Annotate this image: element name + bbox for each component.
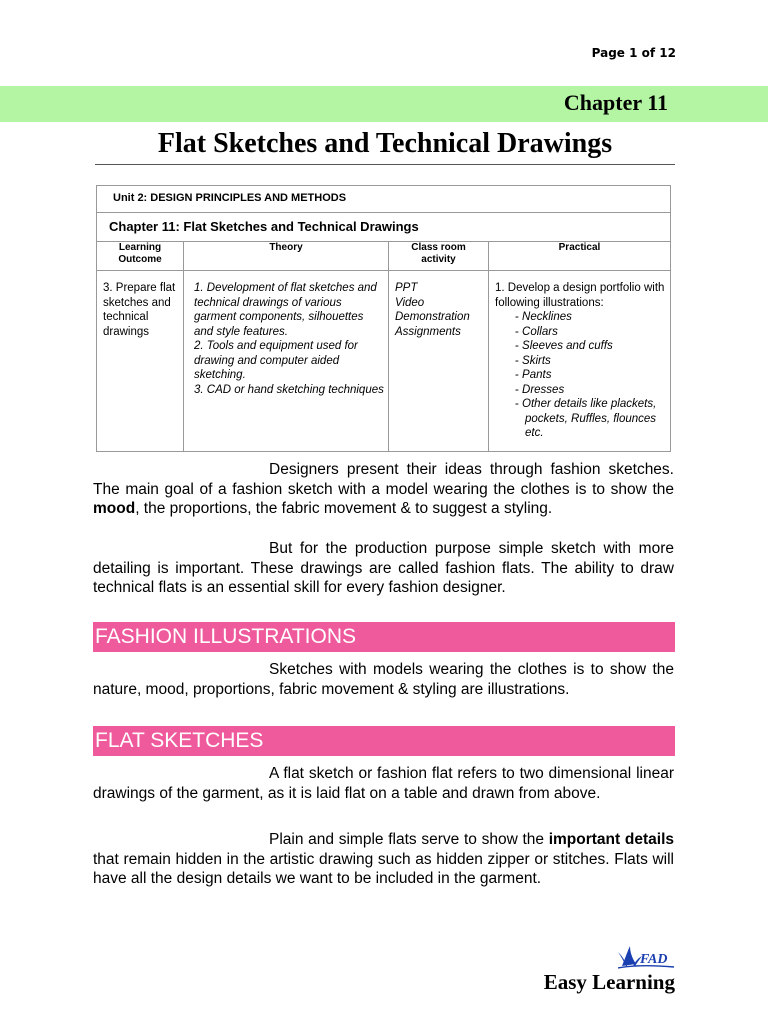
chapter-cell: Chapter 11: Flat Sketches and Technical Drawings	[97, 213, 671, 242]
flat-sketches-paragraph-1: A flat sketch or fashion flat refers to two dimensional linear drawings of the garment, as it is laid flat on a table and drawn from above.	[93, 765, 674, 802]
syllabus-table	[96, 185, 671, 452]
intro-paragraph-1: Designers present their ideas through fashion sketches. The main goal of a fashion sketch with a model wearing the clothes is to show the mood, the proportions, the fabric movement & to suggest a styling.	[93, 461, 674, 517]
practical-cell	[489, 271, 671, 452]
learning-outcome-cell: 3. Prepare flat sketches and technical drawings	[97, 271, 184, 452]
header-theory: Theory	[184, 242, 389, 271]
activity-item: Demonstration	[395, 311, 470, 323]
practical-item: - Other details like plackets, pockets, Ruffles, flounces etc.	[515, 397, 666, 441]
practical-item: - Sleeves and cuffs	[515, 339, 666, 354]
section-heading-flat-sketches: FLAT SKETCHES	[93, 726, 675, 756]
intro-paragraph-2: But for the production purpose simple sketch with more detailing is important. These drawings are called fashion flats. The ability to draw technical flats is an essential skill for every fashion designer.	[93, 540, 674, 596]
activity-item: Video	[395, 296, 425, 309]
practical-item: - Necklines	[515, 310, 666, 325]
header-practical: Practical	[489, 242, 671, 271]
activity-cell	[389, 271, 489, 452]
practical-item: - Skirts	[515, 354, 666, 369]
practical-list	[495, 310, 666, 441]
page-indicator: Page 1 of 12	[591, 46, 676, 60]
header-learning-outcome: Learning Outcome	[97, 242, 184, 271]
theory-item: 2. Tools and equipment used for drawing and computer aided sketching.	[194, 340, 358, 381]
theory-item: 1. Development of flat sketches and technical drawings of various garment components, silhouettes and style features.	[194, 282, 377, 338]
page-title: Flat Sketches and Technical Drawings	[95, 128, 675, 165]
illustrations-paragraph: Sketches with models wearing the clothes is to show the nature, mood, proportions, fabric movement & styling are illustrations.	[93, 661, 674, 698]
practical-item: - Dresses	[515, 383, 666, 398]
svg-text:FAD: FAD	[640, 952, 668, 967]
flat-sketches-paragraph-2: Plain and simple flats serve to show the important details that remain hidden in the artistic drawing such as hidden zipper or stitches. Flats will have all the design details we want to be included in the garment.	[93, 831, 674, 887]
footer-tagline: Easy Learning	[543, 970, 675, 994]
unit-cell: Unit 2: DESIGN PRINCIPLES AND METHODS	[97, 186, 671, 213]
theory-cell	[184, 271, 389, 452]
section-heading-illustrations: FASHION ILLUSTRATIONS	[93, 622, 675, 652]
chapter-band	[0, 86, 768, 122]
activity-item: Assignments	[395, 325, 461, 338]
practical-item: - Pants	[515, 368, 666, 383]
chapter-label: Chapter 11	[563, 90, 668, 115]
practical-item: - Collars	[515, 325, 666, 340]
header-activity: Class room activity	[389, 242, 489, 271]
theory-item: 3. CAD or hand sketching techniques	[194, 383, 384, 396]
activity-item: PPT	[395, 282, 418, 294]
fad-logo-icon	[618, 944, 676, 970]
practical-intro: 1. Develop a design portfolio with following illustrations:	[495, 282, 665, 309]
